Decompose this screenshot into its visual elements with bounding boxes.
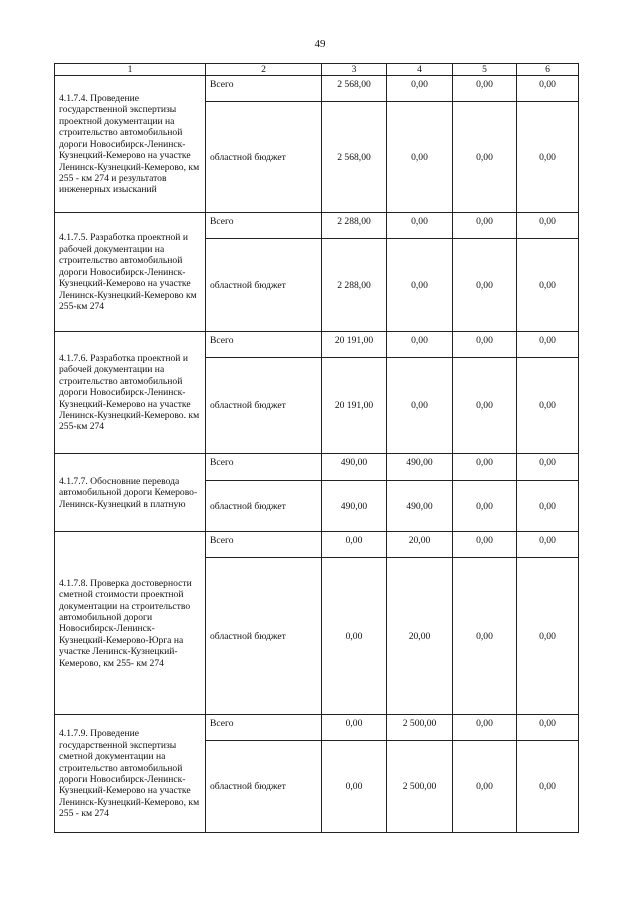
funding-source: областной бюджет	[206, 558, 322, 715]
activity-name: 4.1.7.4. Проведение государственной экспертизы проектной документации на строительство автомобильной дороги Новосибирск-Ленинск-Кузнецкий-Кемерово на участке Ленинск-Кузнецкий-Кемерово, км 255 - км 274 и результатов инженерных изысканий	[55, 76, 206, 213]
header-row	[55, 64, 579, 76]
funding-source: Всего	[206, 454, 322, 481]
value-cell: 0,00	[517, 358, 579, 454]
value-cell: 490,00	[387, 481, 453, 532]
table-row-total	[55, 454, 579, 481]
page-number: 49	[314, 38, 326, 50]
activity-name: 4.1.7.8. Проверка достоверности сметной стоимости проектной документации на строительство автомобильной дороги Новосибирск-Ленинск-Кузнецкий-Кемерово-Юрга на участке Ленинск-Кузнецкий-Кемерово, км 255- км 274	[55, 532, 206, 715]
value-cell: 0,00	[387, 332, 453, 358]
value-cell: 20,00	[387, 532, 453, 558]
column-header: 4	[387, 64, 453, 76]
value-cell: 0,00	[517, 558, 579, 715]
value-cell: 0,00	[453, 76, 517, 102]
value-cell: 0,00	[517, 481, 579, 532]
value-cell: 0,00	[517, 102, 579, 213]
value-cell: 0,00	[387, 76, 453, 102]
table-row-total	[55, 76, 579, 102]
column-header: 6	[517, 64, 579, 76]
value-cell: 0,00	[453, 239, 517, 332]
column-header: 2	[206, 64, 322, 76]
value-cell: 0,00	[453, 715, 517, 741]
value-cell: 0,00	[517, 715, 579, 741]
funding-source: областной бюджет	[206, 358, 322, 454]
value-cell: 20 191,00	[322, 358, 387, 454]
funding-source: Всего	[206, 715, 322, 741]
table-row-total	[55, 213, 579, 239]
value-cell: 0,00	[322, 558, 387, 715]
value-cell: 2 500,00	[387, 741, 453, 833]
value-cell: 0,00	[517, 741, 579, 833]
value-cell: 0,00	[517, 332, 579, 358]
column-header: 1	[55, 64, 206, 76]
funding-source: областной бюджет	[206, 102, 322, 213]
value-cell: 2 568,00	[322, 76, 387, 102]
value-cell: 20,00	[387, 558, 453, 715]
value-cell: 2 568,00	[322, 102, 387, 213]
value-cell: 0,00	[453, 358, 517, 454]
table-row-total	[55, 715, 579, 741]
funding-source: областной бюджет	[206, 741, 322, 833]
value-cell: 0,00	[453, 332, 517, 358]
column-header: 3	[322, 64, 387, 76]
activity-name: 4.1.7.9. Проведение государственной экспертизы сметной документации на строительство автомобильной дороги Новосибирск-Ленинск-Кузнецкий-Кемерово на участке Ленинск-Кузнецкий-Кемерово, км 255 - км 274	[55, 715, 206, 833]
value-cell: 0,00	[322, 715, 387, 741]
funding-source: областной бюджет	[206, 239, 322, 332]
activity-name: 4.1.7.7. Обосновние перевода автомобильной дороги Кемерово-Ленинск-Кузнецкий в платную	[55, 454, 206, 532]
funding-source: Всего	[206, 213, 322, 239]
value-cell: 0,00	[453, 558, 517, 715]
value-cell: 0,00	[322, 532, 387, 558]
value-cell: 2 500,00	[387, 715, 453, 741]
value-cell: 0,00	[322, 741, 387, 833]
value-cell: 0,00	[387, 239, 453, 332]
value-cell: 490,00	[322, 454, 387, 481]
activity-name: 4.1.7.5. Разработка проектной и рабочей документации на строительство автомобильной дороги Новосибирск-Ленинск-Кузнецкий-Кемерово на участке Ленинск-Кузнецкий-Кемерово км 255-км 274	[55, 213, 206, 332]
value-cell: 0,00	[387, 213, 453, 239]
value-cell: 490,00	[387, 454, 453, 481]
table-row-total	[55, 332, 579, 358]
value-cell: 0,00	[453, 532, 517, 558]
value-cell: 0,00	[453, 102, 517, 213]
value-cell: 0,00	[517, 76, 579, 102]
table-row-total	[55, 532, 579, 558]
budget-table	[54, 63, 579, 833]
value-cell: 490,00	[322, 481, 387, 532]
value-cell: 0,00	[387, 358, 453, 454]
value-cell: 20 191,00	[322, 332, 387, 358]
value-cell: 0,00	[517, 454, 579, 481]
value-cell: 0,00	[387, 102, 453, 213]
value-cell: 0,00	[453, 481, 517, 532]
funding-source: Всего	[206, 332, 322, 358]
value-cell: 0,00	[517, 239, 579, 332]
value-cell: 0,00	[517, 213, 579, 239]
value-cell: 2 288,00	[322, 213, 387, 239]
value-cell: 2 288,00	[322, 239, 387, 332]
value-cell: 0,00	[517, 532, 579, 558]
column-header: 5	[453, 64, 517, 76]
value-cell: 0,00	[453, 741, 517, 833]
value-cell: 0,00	[453, 213, 517, 239]
funding-source: Всего	[206, 532, 322, 558]
funding-source: областной бюджет	[206, 481, 322, 532]
value-cell: 0,00	[453, 454, 517, 481]
activity-name: 4.1.7.6. Разработка проектной и рабочей документации на строительство автомобильной дороги Новосибирск-Ленинск-Кузнецкий-Кемерово на участке Ленинск-Кузнецкий-Кемерово. км 255-км 274	[55, 332, 206, 454]
funding-source: Всего	[206, 76, 322, 102]
